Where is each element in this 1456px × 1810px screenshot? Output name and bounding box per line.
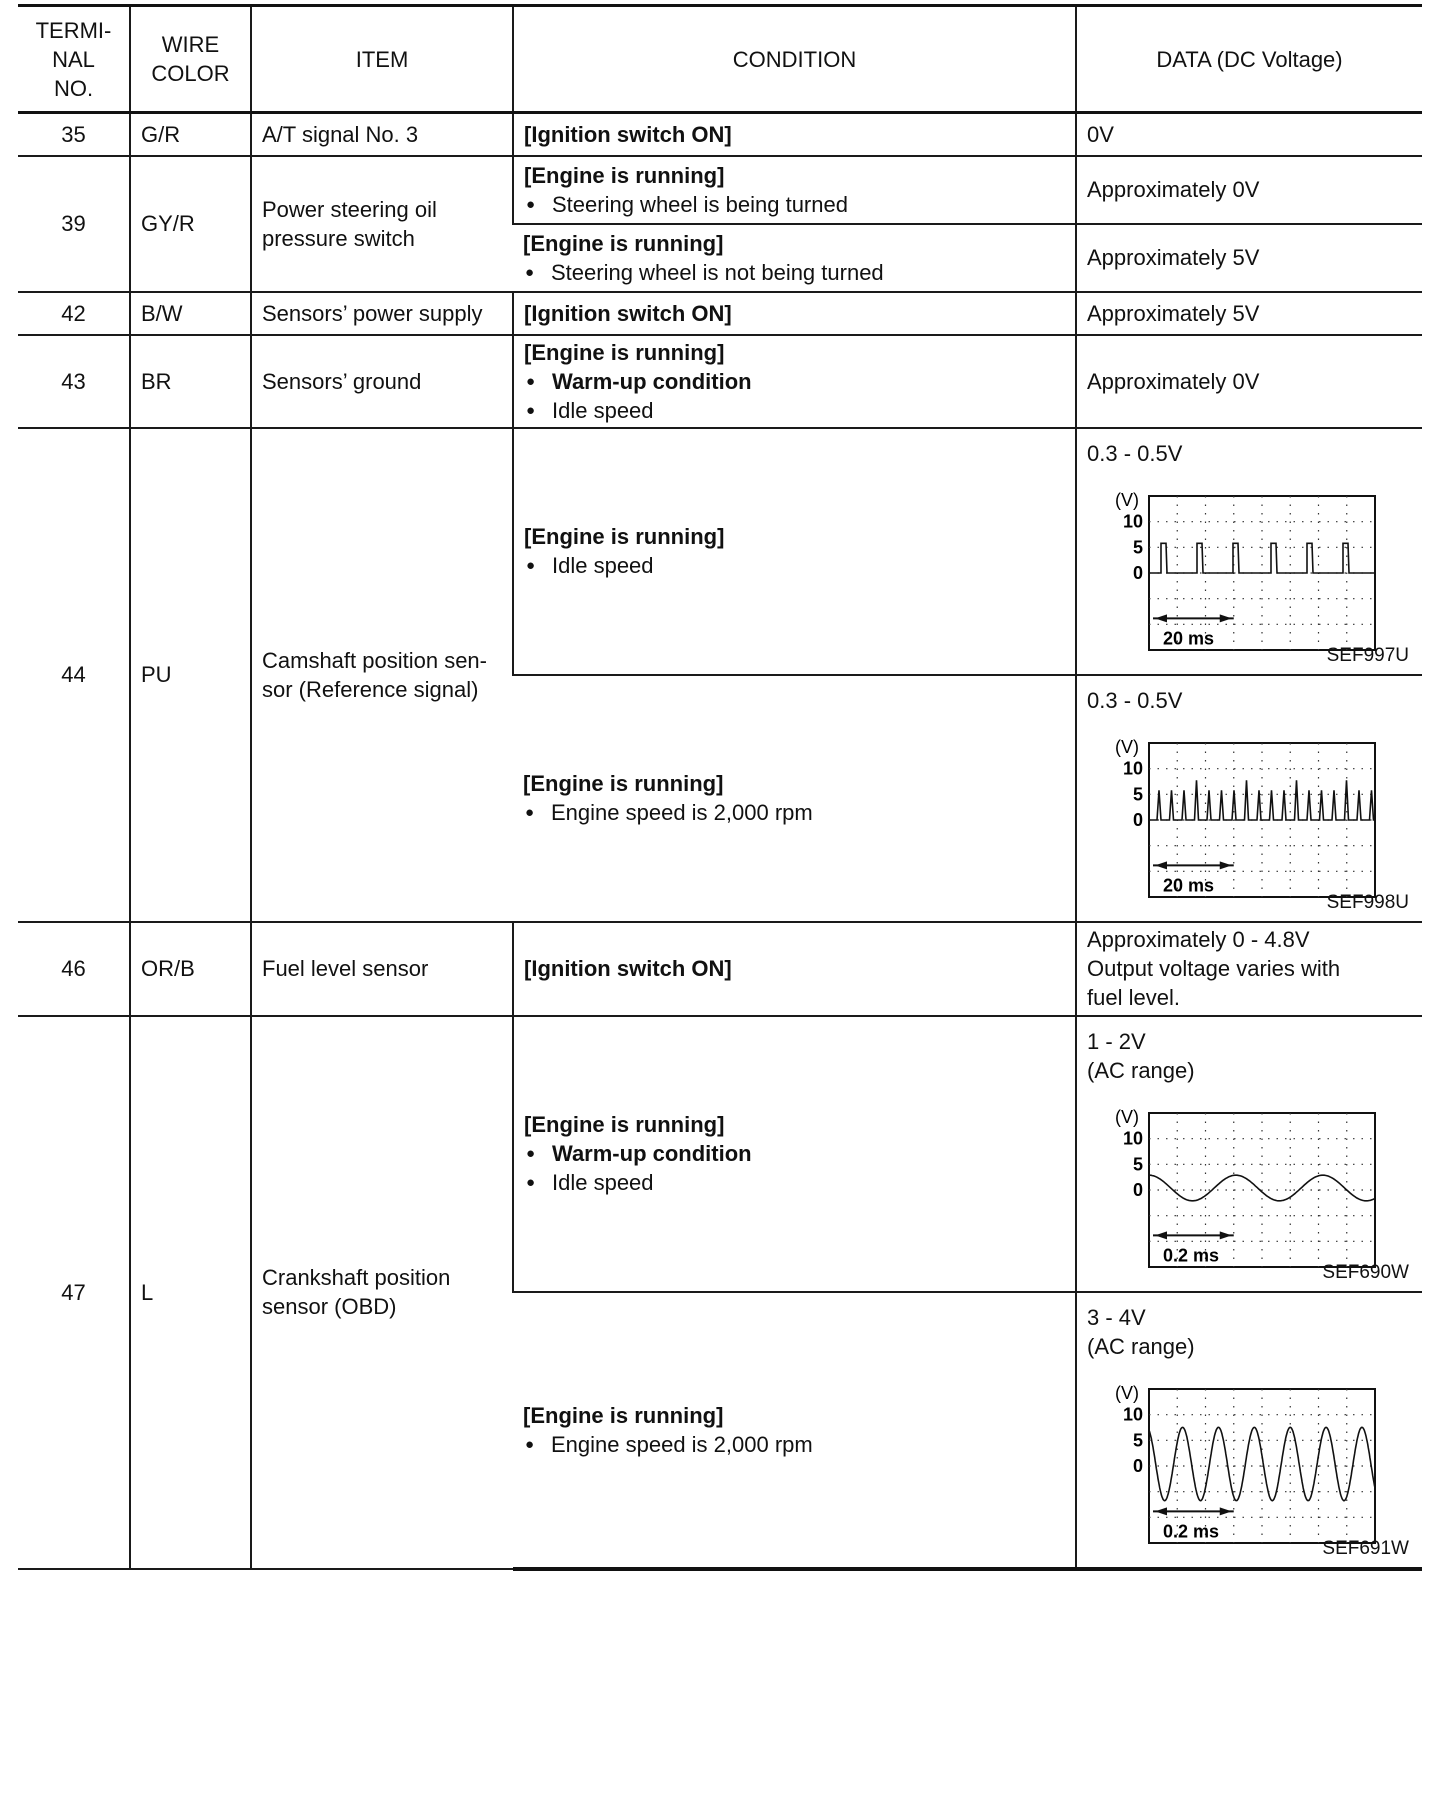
condition-header: [Engine is running] [523,230,724,256]
condition-header: [Engine is running] [524,1112,725,1137]
header-condition: CONDITION [513,6,1076,113]
table-row [18,156,1422,224]
scope-y-tick: 5 [1132,1153,1143,1174]
data-value: Approximately 5V [1076,292,1422,335]
figure-id: SEF690W [1322,1261,1409,1283]
scope-y-unit: (V) [1115,1106,1139,1127]
scope-y-tick: 0 [1132,562,1143,583]
condition-cell [513,1016,1076,1292]
data-waveform-cell [1076,1292,1422,1569]
scope-y-unit: (V) [1115,736,1139,757]
wire-color: B/W [130,292,251,335]
header-wire-color: WIRE COLOR [130,6,251,113]
terminal-number: 39 [18,156,130,292]
condition-header: [Engine is running] [524,162,725,188]
condition-cell [513,922,1076,1016]
figure-id: SEF997U [1326,644,1409,666]
condition-header: [Engine is running] [523,771,724,796]
item-name: Fuel level sensor [251,922,513,1016]
scope-arrow-head [1155,1507,1167,1515]
wire-color: GY/R [130,156,251,292]
wire-color: BR [130,335,251,428]
condition-bullet: ● Idle speed [524,396,1065,425]
scope-y-unit: (V) [1115,1382,1139,1403]
wire-color: L [130,1016,251,1569]
scope-trace [1149,1175,1375,1201]
item-name: Camshaft position sen- sor (Reference signal) [251,428,513,922]
scope-arrow-head [1155,861,1167,869]
data-value: 0.3 - 0.5V [1087,687,1183,713]
scope-svg [1087,1091,1407,1281]
condition-header: [Ignition switch ON] [524,956,732,981]
item-name: Crankshaft position sensor (OBD) [251,1016,513,1569]
data-waveform-cell [1076,428,1422,675]
condition-header: [Engine is running] [523,1402,724,1428]
header-data: DATA (DC Voltage) [1076,6,1422,113]
data-waveform-cell [1076,675,1422,922]
header-terminal: TERMI- NAL NO. [18,6,130,113]
data-waveform-cell [1076,1016,1422,1292]
terminal-number: 47 [18,1016,130,1569]
condition-bullet: ● Warm-up condition [524,1139,1065,1168]
condition-bullet: ● Steering wheel is not being turned [523,258,1065,287]
scope-arrow-head [1220,861,1232,869]
condition-cell [513,156,1076,224]
scope-svg [1087,1367,1407,1557]
scope-svg [1087,721,1407,911]
condition-cell [513,292,1076,335]
oscilloscope-waveform [1087,1091,1407,1281]
table-row [18,113,1422,156]
condition-bullet: ● Engine speed is 2,000 rpm [523,798,1065,827]
scope-time-label: 20 ms [1163,627,1215,648]
table-row [18,1016,1422,1292]
scope-y-tick: 5 [1132,536,1143,557]
condition-bullet: ● Steering wheel is being turned [524,190,1065,219]
figure-id: SEF998U [1326,891,1409,913]
condition-cell [513,113,1076,156]
oscilloscope-waveform [1087,721,1407,911]
data-value: Approximately 0 - 4.8V Output voltage varies with fuel level. [1076,922,1422,1016]
wire-color: PU [130,428,251,922]
terminal-number: 35 [18,113,130,156]
data-value: Approximately 0V [1076,335,1422,428]
condition-cell [513,428,1076,675]
scope-y-unit: (V) [1115,489,1139,510]
condition-header: [Engine is running] [524,339,725,365]
terminal-number: 42 [18,292,130,335]
scope-arrow-head [1155,614,1167,622]
table-row [18,292,1422,335]
condition-header: [Ignition switch ON] [524,300,732,326]
item-name: Power steering oil pressure switch [251,156,513,292]
scope-y-tick: 0 [1132,1455,1143,1476]
header-item: ITEM [251,6,513,113]
data-value: Approximately 5V [1076,224,1422,292]
scope-y-tick: 10 [1122,1128,1143,1149]
table-row [18,922,1422,1016]
condition-bullet: ● Engine speed is 2,000 rpm [523,1430,1065,1459]
figure-id: SEF691W [1322,1537,1409,1559]
data-value: Approximately 0V [1076,156,1422,224]
scope-y-tick: 10 [1122,511,1143,532]
scope-arrow-head [1220,1507,1232,1515]
scope-y-tick: 10 [1122,1404,1143,1425]
scope-y-tick: 0 [1132,1179,1143,1200]
condition-header: [Engine is running] [524,524,725,549]
condition-bullet: ● Idle speed [524,551,1065,580]
table-row [18,335,1422,428]
scope-arrow-head [1220,1231,1232,1239]
wire-color: G/R [130,113,251,156]
terminal-number: 46 [18,922,130,1016]
scope-time-label: 0.2 ms [1163,1520,1220,1541]
scope-time-label: 0.2 ms [1163,1244,1220,1265]
header-row [18,6,1422,113]
item-name: Sensors’ ground [251,335,513,428]
oscilloscope-waveform [1087,474,1407,664]
table-row [18,428,1422,675]
condition-bullet: ● Idle speed [524,1168,1065,1197]
scope-trace [1149,1427,1375,1500]
item-name: Sensors’ power supply [251,292,513,335]
condition-header: [Ignition switch ON] [524,121,732,147]
scope-y-tick: 5 [1132,1429,1143,1450]
data-value: 1 - 2V (AC range) [1087,1028,1195,1083]
item-name: A/T signal No. 3 [251,113,513,156]
scope-y-tick: 0 [1132,809,1143,830]
scope-y-tick: 10 [1122,758,1143,779]
scope-time-label: 20 ms [1163,874,1215,895]
condition-cell [513,675,1076,922]
terminal-number: 43 [18,335,130,428]
scope-arrow-head [1155,1231,1167,1239]
scope-y-tick: 5 [1132,783,1143,804]
terminal-number: 44 [18,428,130,922]
data-value: 0V [1076,113,1422,156]
data-value: 0.3 - 0.5V [1087,440,1183,466]
condition-cell [513,1292,1076,1569]
scope-svg [1087,474,1407,664]
condition-cell [513,224,1076,292]
wire-color: OR/B [130,922,251,1016]
data-value: 3 - 4V (AC range) [1087,1304,1195,1359]
scope-arrow-head [1220,614,1232,622]
ecm-terminal-table [18,4,1422,1571]
condition-cell [513,335,1076,428]
condition-bullet: ● Warm-up condition [524,367,1065,396]
oscilloscope-waveform [1087,1367,1407,1557]
